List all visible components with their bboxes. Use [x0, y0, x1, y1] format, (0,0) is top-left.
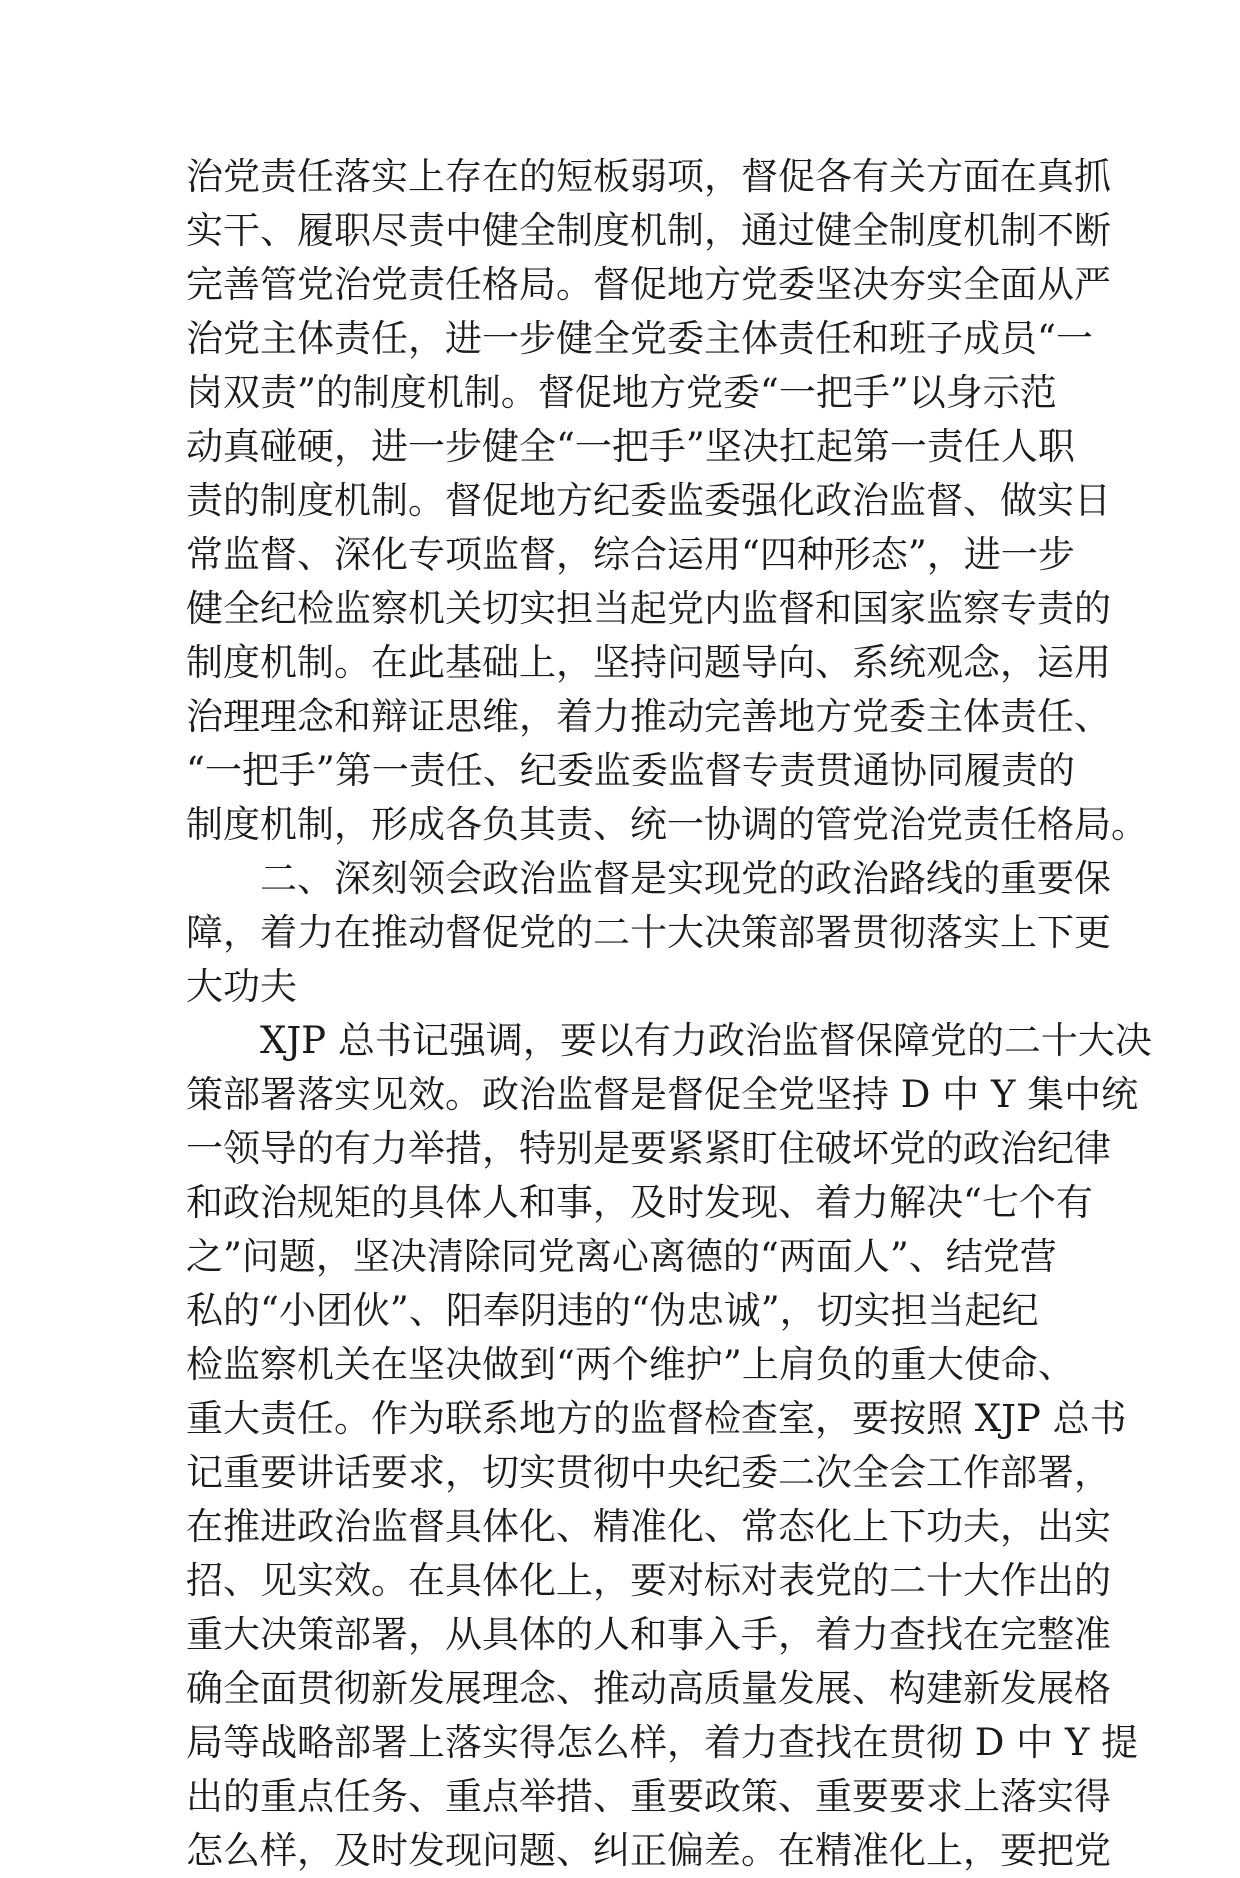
- text-line: 常监督、深化专项监督，综合运用“四种形态”，进一步: [186, 533, 1075, 576]
- text-line: 和政治规矩的具体人和事，及时发现、着力解决“七个有: [186, 1181, 1093, 1224]
- text-line: 治党主体责任，进一步健全党委主体责任和班子成员“一: [186, 317, 1093, 360]
- text-line: 治党责任落实上存在的短板弱项，督促各有关方面在真抓: [186, 155, 1111, 198]
- text-line: 之”问题，坚决清除同党离心离德的“两面人”、结党营: [186, 1235, 1057, 1278]
- text-line: 重大责任。作为联系地方的监督检查室，要按照 XJP 总书: [186, 1397, 1127, 1440]
- text-line: 完善管党治党责任格局。督促地方党委坚决夯实全面从严: [186, 263, 1111, 306]
- text-line: 怎么样，及时发现问题、纠正偏差。在精准化上，要把党: [186, 1829, 1111, 1872]
- heading-line: 二、深刻领会政治监督是实现党的政治路线的重要保: [260, 857, 1111, 900]
- heading-line: 大功夫: [186, 965, 297, 1008]
- text-line: 岗双责”的制度机制。督促地方党委“一把手”以身示范: [186, 371, 1057, 414]
- text-line: 招、见实效。在具体化上，要对标对表党的二十大作出的: [186, 1559, 1111, 1602]
- document-body: [186, 150, 1152, 1878]
- text-line: 私的“小团伙”、阳奉阴违的“伪忠诚”，切实担当起纪: [186, 1289, 1039, 1332]
- text-line: 责的制度机制。督促地方纪委监委强化政治监督、做实日: [186, 479, 1111, 522]
- text-line: 制度机制。在此基础上，坚持问题导向、系统观念，运用: [186, 641, 1111, 684]
- text-line: “一把手”第一责任、纪委监委监督专责贯通协同履责的: [186, 749, 1075, 792]
- text-line: 确全面贯彻新发展理念、推动高质量发展、构建新发展格: [186, 1667, 1111, 1710]
- section-heading: [186, 852, 1111, 1014]
- text-line: XJP 总书记强调，要以有力政治监督保障党的二十大决: [260, 1019, 1152, 1062]
- text-line: 一领导的有力举措，特别是要紧紧盯住破坏党的政治纪律: [186, 1127, 1111, 1170]
- text-line: 策部署落实见效。政治监督是督促全党坚持 D 中 Y 集中统: [186, 1073, 1139, 1116]
- text-line: 记重要讲话要求，切实贯彻中央纪委二次全会工作部署，: [186, 1451, 1111, 1494]
- text-line: 治理理念和辩证思维，着力推动完善地方党委主体责任、: [186, 695, 1111, 738]
- text-line: 在推进政治监督具体化、精准化、常态化上下功夫，出实: [186, 1505, 1111, 1548]
- text-line: 重大决策部署，从具体的人和事入手，着力查找在完整准: [186, 1613, 1111, 1656]
- text-line: 局等战略部署上落实得怎么样，着力查找在贯彻 D 中 Y 提: [186, 1721, 1139, 1764]
- text-line: 动真碰硬，进一步健全“一把手”坚决扛起第一责任人职: [186, 425, 1075, 468]
- text-line: 检监察机关在坚决做到“两个维护”上肩负的重大使命、: [186, 1343, 1075, 1386]
- heading-line: 障，着力在推动督促党的二十大决策部署贯彻落实上下更: [186, 911, 1111, 954]
- paragraph-body: [186, 1014, 1152, 1878]
- paragraph-continuation: [186, 150, 1148, 852]
- text-line: 制度机制，形成各负其责、统一协调的管党治党责任格局。: [186, 803, 1148, 846]
- text-line: 出的重点任务、重点举措、重要政策、重要要求上落实得: [186, 1775, 1111, 1818]
- text-line: 健全纪检监察机关切实担当起党内监督和国家监察专责的: [186, 587, 1111, 630]
- text-line: 实干、履职尽责中健全制度机制，通过健全制度机制不断: [186, 209, 1111, 252]
